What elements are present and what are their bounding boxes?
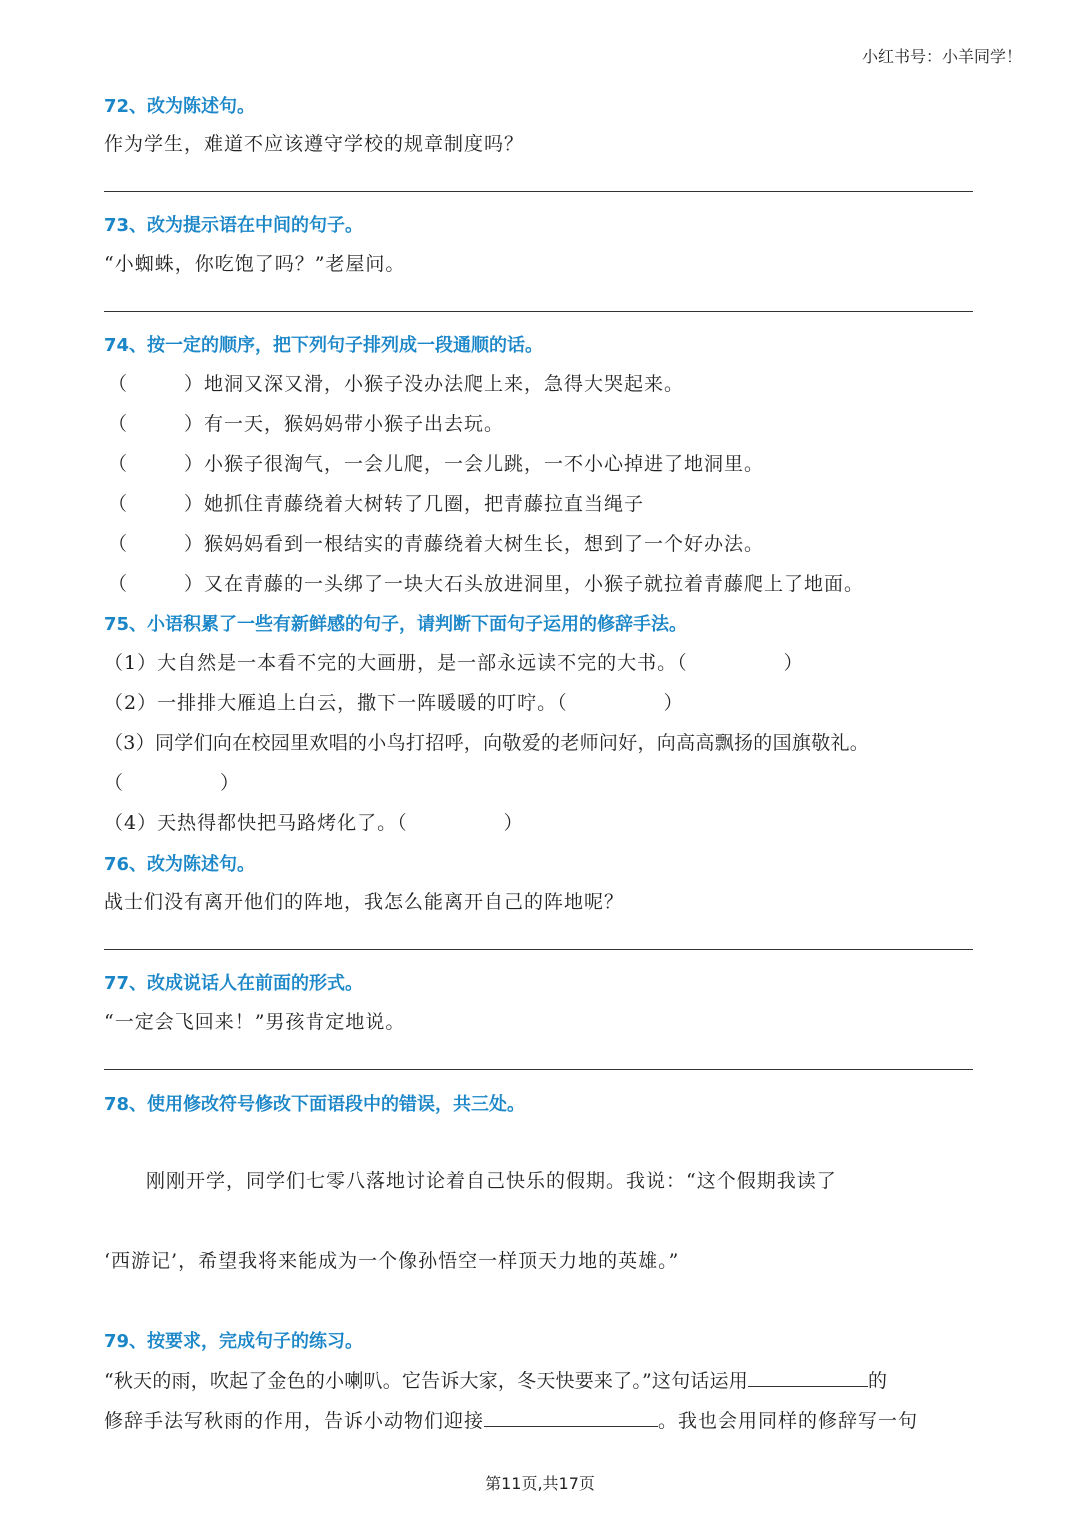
order-item-text: 猴妈妈看到一根结实的青藤绕着大树生长，想到了一个好办法。 <box>204 533 765 555</box>
page-header: 小红书号：小羊同学！ <box>861 47 1022 66</box>
rhetoric-sentence: （2）一排排大雁追上白云，撒下一阵暖暖的叮咛。 <box>104 692 558 714</box>
open-paren: （ <box>104 772 125 794</box>
order-item-text: 地洞又深又滑，小猴子没办法爬上来，急得大哭起来。 <box>204 373 685 395</box>
rhetoric-item-1 <box>104 648 804 675</box>
close-paren: ） <box>783 652 804 674</box>
open-paren: （ <box>108 413 129 435</box>
rhetoric-item-4 <box>104 808 524 835</box>
close-paren: ） <box>184 533 205 555</box>
question-75-title: 75、小语积累了一些有新鲜感的句子，请判断下面句子运用的修辞手法。 <box>104 614 688 635</box>
welcome-blank[interactable] <box>484 1406 658 1427</box>
rhetoric-sentence: （4）天热得都快把马路烤化了。 <box>104 812 398 834</box>
page-number: 第11页,共17页 <box>485 1474 595 1493</box>
question-72-title: 72、改为陈述句。 <box>104 96 256 117</box>
question-76-title: 76、改为陈述句。 <box>104 854 256 875</box>
question-73-sentence: “小蜘蛛，你吃饱了吗？”老屋问。 <box>104 253 406 275</box>
rhetoric-sentence: （1）大自然是一本看不完的大画册，是一部永远读不完的大书。 <box>104 652 678 674</box>
order-item-text: 又在青藤的一头绑了一块大石头放进洞里，小猴子就拉着青藤爬上了地面。 <box>204 573 865 595</box>
order-item-text: 有一天，猴妈妈带小猴子出去玩。 <box>204 413 505 435</box>
question-78-title: 78、使用修改符号修改下面语段中的错误，共三处。 <box>104 1094 526 1115</box>
question-72-sentence: 作为学生，难道不应该遵守学校的规章制度吗？ <box>104 133 525 155</box>
close-paren: ） <box>184 373 205 395</box>
q79-text: 。我也会用同样的修辞写一句 <box>658 1410 919 1432</box>
open-paren: （ <box>397 812 408 834</box>
paragraph-line-1: 刚刚开学，同学们七零八落地讨论着自己快乐的假期。我说：“这个假期我读了 <box>146 1170 837 1192</box>
q79-text: “秋天的雨，吹起了金色的小喇叭。它告诉大家，冬天快要来了。”这句话运用 <box>104 1370 748 1392</box>
q79-line-2 <box>104 1406 918 1433</box>
open-paren: （ <box>108 453 129 475</box>
question-79-title: 79、按要求，完成句子的练习。 <box>104 1331 364 1352</box>
question-73-title: 73、改为提示语在中间的句子。 <box>104 215 364 236</box>
close-paren: ） <box>663 692 684 714</box>
order-item-text: 小猴子很淘气，一会儿爬，一会儿跳，一不小心掉进了地洞里。 <box>204 453 765 475</box>
question-74-title: 74、按一定的顺序，把下列句子排列成一段通顺的话。 <box>104 335 544 356</box>
order-item-2[interactable] <box>108 409 504 436</box>
close-paren: ） <box>503 812 524 834</box>
paragraph-line-2: ‘西游记’，希望我将来能成为一个像孙悟空一样顶天力地的英雄。” <box>104 1250 680 1272</box>
question-77-sentence: “一定会飞回来！”男孩肯定地说。 <box>104 1011 406 1033</box>
close-paren: ） <box>184 493 205 515</box>
order-item-text: 她抓住青藤绕着大树转了几圈，把青藤拉直当绳子 <box>204 493 645 515</box>
order-item-3[interactable] <box>108 449 764 476</box>
close-paren: ） <box>184 413 205 435</box>
answer-line-76[interactable] <box>104 949 973 950</box>
close-paren: ） <box>184 573 205 595</box>
answer-line-72[interactable] <box>104 191 973 192</box>
answer-line-73[interactable] <box>104 311 973 312</box>
order-item-5[interactable] <box>108 529 764 556</box>
open-paren: （ <box>108 533 129 555</box>
question-77-title: 77、改成说话人在前面的形式。 <box>104 973 364 994</box>
open-paren: （ <box>677 652 688 674</box>
close-paren: ） <box>184 453 205 475</box>
q79-text: 的 <box>867 1370 888 1392</box>
order-item-6[interactable] <box>108 569 864 596</box>
rhetoric-item-3-answer <box>104 768 240 795</box>
open-paren: （ <box>108 573 129 595</box>
open-paren: （ <box>108 373 129 395</box>
rhetoric-blank[interactable] <box>748 1366 868 1387</box>
question-76-sentence: 战士们没有离开他们的阵地，我怎么能离开自己的阵地呢？ <box>104 891 625 913</box>
q79-text: 修辞手法写秋雨的作用，告诉小动物们迎接 <box>104 1410 485 1432</box>
q79-line-1 <box>104 1366 887 1393</box>
open-paren: （ <box>108 493 129 515</box>
open-paren: （ <box>557 692 568 714</box>
answer-line-77[interactable] <box>104 1069 973 1070</box>
rhetoric-item-3: （3）同学们向在校园里欢唱的小鸟打招呼，向敬爱的老师问好，向高高飘扬的国旗敬礼。 <box>104 732 870 754</box>
order-item-1[interactable] <box>108 369 684 396</box>
order-item-4[interactable] <box>108 489 644 516</box>
rhetoric-item-2 <box>104 688 684 715</box>
close-paren: ） <box>220 772 241 794</box>
